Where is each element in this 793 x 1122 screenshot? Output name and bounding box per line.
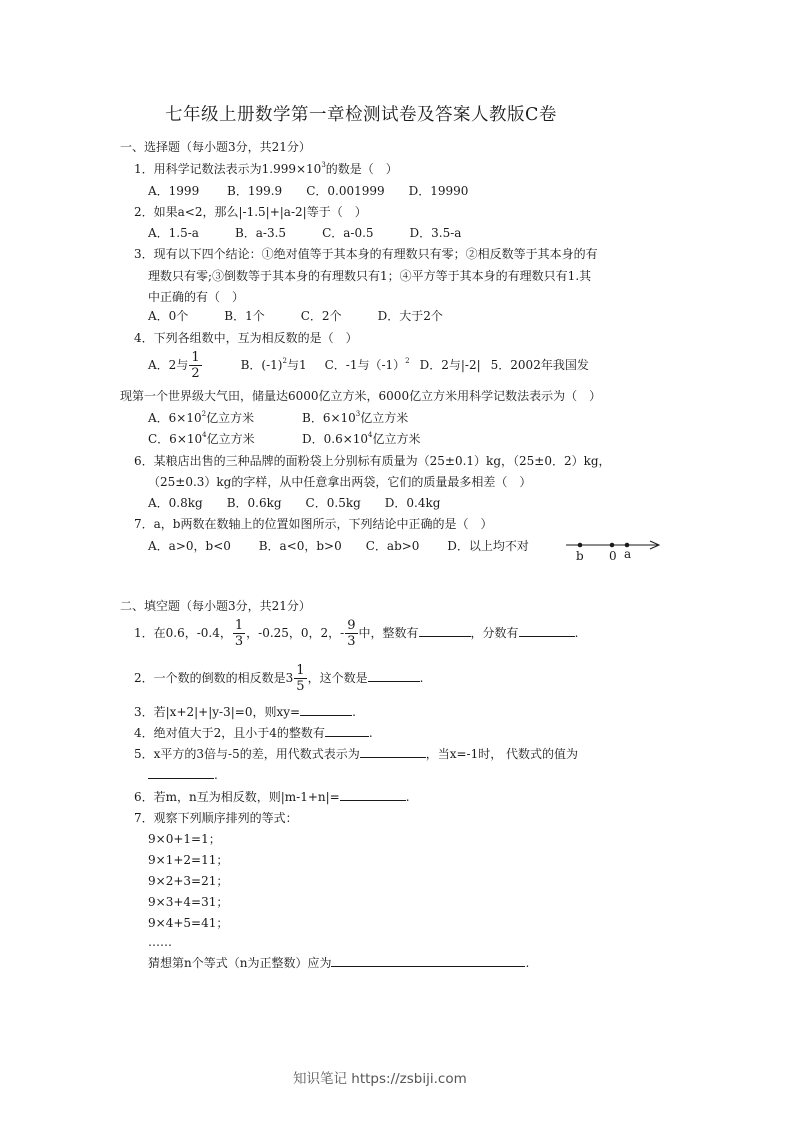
fill-6: 6．若m，n互为相反数，则|m-1+n|= . xyxy=(134,790,410,804)
question-6-options: A．0.8kg B．0.6kg C．0.5kg D．0.4kg xyxy=(148,496,441,510)
equation-3: 9×2+3=21； xyxy=(148,874,229,888)
blank-nth-equation[interactable] xyxy=(331,955,525,967)
question-4: 4．下列各组数中，互为相反数的是（ ） xyxy=(134,331,358,345)
footer-watermark: 知识笔记 https://zsbiji.com xyxy=(293,1071,467,1087)
question-3-line2: 理数只有零;③倒数等于其本身的有理数只有1；④平方等于其本身的有理数只有1.其 xyxy=(148,269,592,283)
equation-1: 9×0+1=1； xyxy=(148,832,221,846)
point-zero xyxy=(610,543,615,548)
fill-4: 4．绝对值大于2，且小于4的整数有 . xyxy=(134,726,373,740)
question-5-option-c: C．$6\times 10^4$亿立方米 xyxy=(148,431,255,446)
blank-expression[interactable] xyxy=(360,746,426,758)
question-7-options: A．a>0，b<0 B．a<0，b>0 C．ab>0 D．以上均不对 xyxy=(148,539,529,553)
fraction-nine-thirds: $\frac{9}{3}$ xyxy=(347,618,356,649)
question-3-line1: 3．现有以下四个结论：①绝对值等于其本身的有理数只有零；②相反数等于其本身的有 xyxy=(134,247,598,261)
point-b xyxy=(578,543,583,548)
ellipsis: …… xyxy=(148,935,172,949)
question-1: 1．用科学记数法表示为$1.999\times 10^3$的数是（ ） xyxy=(134,161,398,176)
question-5-option-b: B．$6\times 10^3$亿立方米 xyxy=(302,410,409,425)
fill-1: 1．在0.6，-0.4， $\frac{1}{3}$ ，-0.25，0，2，- $\frac{9}{3}$ 中，整数有 ，分数有 . xyxy=(134,618,579,649)
question-6-line1: 6．某粮店出售的三种品牌的面粉袋上分别标有质量为（25±0.1）kg，（25±0．2）kg， xyxy=(134,454,611,468)
question-5: 现第一个世界级大气田，储量达6000亿立方米，6000亿立方米用科学记数法表示为（ ） xyxy=(120,389,602,403)
question-2-options: A．1.5-a B．a-3.5 C．a-0.5 D．3.5-a xyxy=(148,226,462,240)
question-3-options: A．0个 B．1个 C．2个 D．大于2个 xyxy=(148,309,443,323)
blank-value[interactable] xyxy=(148,767,214,779)
question-5-option-a: A．$6\times 10^2$亿立方米 xyxy=(148,410,255,425)
blank-abs[interactable] xyxy=(340,789,406,801)
page-title: 七年级上册数学第一章检测试卷及答案人教版C卷 xyxy=(165,105,557,125)
question-6-line2: （25±0.3）kg的字样，从中任意拿出两袋，它们的质量最多相差（ ） xyxy=(148,475,532,489)
label-a: a xyxy=(624,547,632,561)
fill-3: 3．若|x+2|+|y-3|=0，则xy= . xyxy=(134,705,356,719)
equation-4: 9×3+4=31； xyxy=(148,895,229,909)
label-b: b xyxy=(576,549,584,562)
fill-5-cont: . xyxy=(148,767,218,783)
fraction-one-fifth: $\frac{1}{5}$ xyxy=(296,663,305,694)
fill-5: 5．x平方的3倍与-5的差，用代数式表示为 ，当x=-1时， 代数式的值为 xyxy=(134,747,579,761)
blank-number[interactable] xyxy=(368,670,420,682)
blank-fractions[interactable] xyxy=(519,625,575,637)
question-3-line3: 中正确的有（ ） xyxy=(148,290,245,304)
question-5-option-d: D．$0.6\times 10^4$亿立方米 xyxy=(302,431,421,446)
question-2: 2．如果a<2，那么|-1.5|+|a-2|等于（ ） xyxy=(134,205,367,219)
fill-2: 2．一个数的倒数的相反数是3 $\frac{1}{5}$ ，这个数是 . xyxy=(134,663,424,694)
question-7: 7．a，b两数在数轴上的位置如图所示，下列结论中正确的是（ ） xyxy=(134,517,493,531)
fill-7-guess: 猜想第n个等式（n为正整数）应为 . xyxy=(148,956,530,970)
question-1-options: A．1999 B．199.9 C．0.001999 D．19990 xyxy=(148,184,469,198)
number-line-figure xyxy=(562,536,666,562)
fraction-one-third: $\frac{1}{3}$ xyxy=(234,618,244,649)
section1-heading: 一、选择题（每小题3分，共21分） xyxy=(120,140,311,154)
fill-7-stem: 7．观察下列顺序排列的等式： xyxy=(134,811,298,825)
equation-5: 9×4+5=41； xyxy=(148,916,229,930)
label-zero: 0 xyxy=(609,549,617,562)
blank-integers-range[interactable] xyxy=(325,725,369,737)
question-4-options: A．2与 $\frac{1}{2}$ B．$(-1)^2$与1 C．-1与$(-1)^2$ D．2与|-2| 5．2002年我国发 xyxy=(148,350,589,381)
blank-xy[interactable] xyxy=(300,704,352,716)
blank-integers[interactable] xyxy=(419,625,471,637)
fraction-one-half: $\frac{1}{2}$ xyxy=(191,350,200,381)
equation-2: 9×1+2=11； xyxy=(148,853,229,867)
section2-heading: 二、填空题（每小题3分，共21分） xyxy=(120,599,311,613)
